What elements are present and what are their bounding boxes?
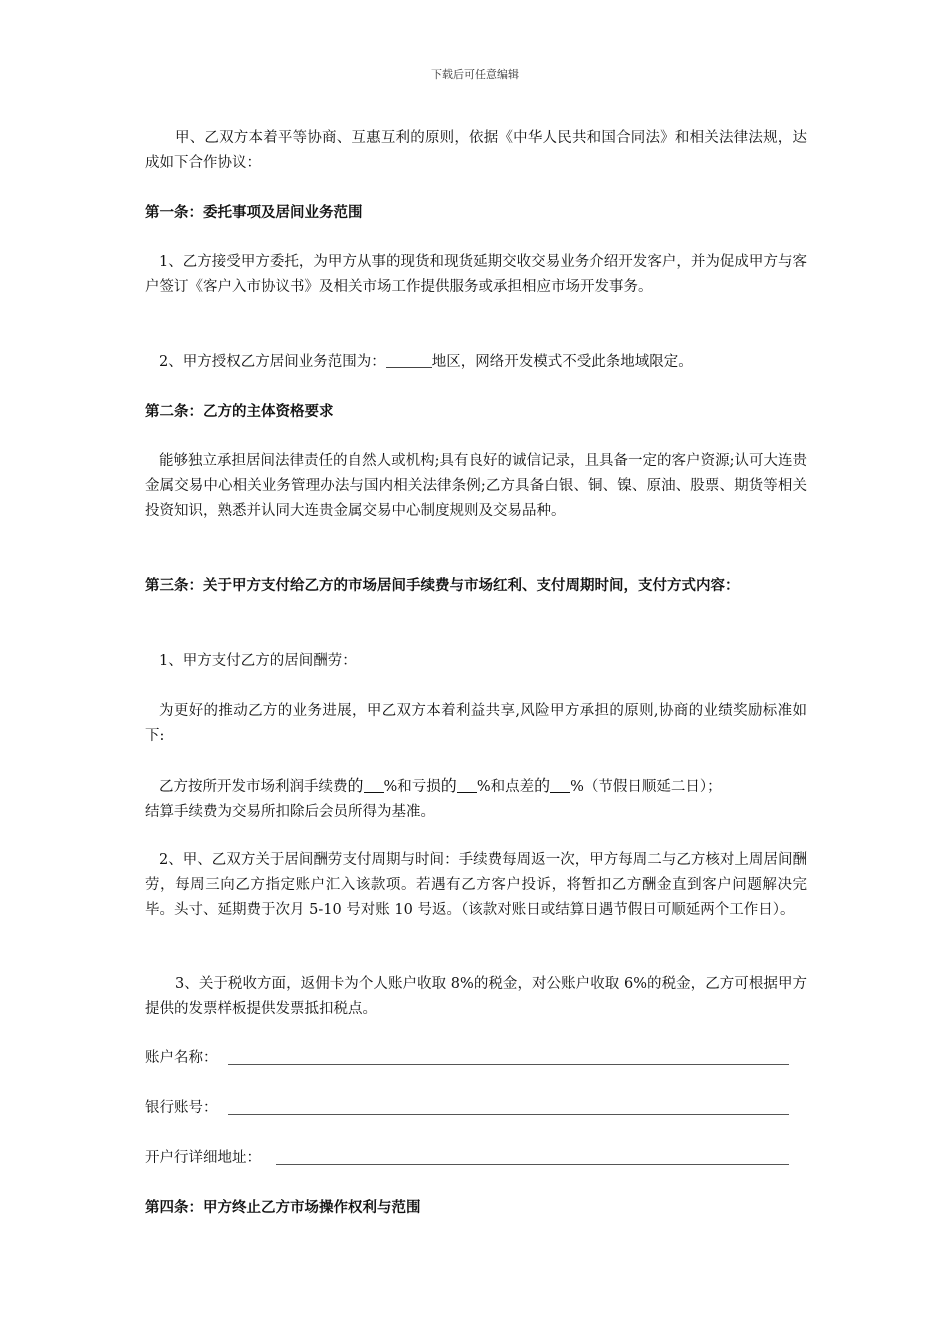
fee-rate-1: %和亏损 xyxy=(383,779,441,795)
article-2-paragraph: 能够独立承担居间法律责任的自然人或机构;具有良好的诚信记录，且具备一定的客户资源;认可大连贵金属交易中心相关业务管理办法与国内相关法律条例;乙方具备白银、铜、镍、原油、股票、期货等相关投资知识，熟悉并认同大连贵金属交易中心制度规则及交易品种。 xyxy=(145,453,807,519)
article-1-clause-1: 1、乙方接受甲方委托，为甲方从事的现货和现货延期交收交易业务介绍开发客户，并为促成甲方与客户签订《客户入市协议书》及相关市场工作提供服务或承担相应市场开发事务。 xyxy=(145,254,807,295)
loss-percent-blank xyxy=(457,778,477,793)
spread-percent-blank xyxy=(550,778,570,793)
article-2-title: 第二条：乙方的主体资格要求 xyxy=(145,404,334,420)
article-3-paragraph-2: 为更好的推动乙方的业务进展，甲乙双方本着利益共享,风险甲方承担的原则,协商的业绩奖励标准如下: xyxy=(145,703,807,744)
article-1-title: 第一条：委托事项及居间业务范围 xyxy=(145,205,363,221)
article-1-clause-2 xyxy=(145,350,807,375)
bank-account-line[interactable] xyxy=(228,1114,789,1115)
fee-rate-de-3: 的 xyxy=(534,776,551,795)
clause-2-prefix: 2、甲方授权乙方居间业务范围为： xyxy=(159,354,386,370)
fee-rates-basis: 结算手续费为交易所扣除后会员所得为基准。 xyxy=(145,804,435,820)
article-3-clause-2: 2、甲、乙双方关于居间酬劳支付周期与时间：手续费每周返一次，甲方每周二与乙方核对上周居间酬劳，每周三向乙方指定账户汇入该款项。若遇有乙方客户投诉，将暂扣乙方酬金直到客户问题解决完毕。头寸、延期费于次月 5-10 号对账 10 号返。（该款对账日或结算日遇节假日可顺延两个工作日）。 xyxy=(145,852,807,918)
intro-paragraph: 甲、乙双方本着平等协商、互惠互利的原则，依据《中华人民共和国合同法》和相关法律法规，达成如下合作协议： xyxy=(145,130,807,171)
bank-account-label: 银行账号： xyxy=(145,1100,218,1116)
clause-2-suffix: 地区，网络开发模式不受此条地域限定。 xyxy=(431,354,693,370)
profit-percent-blank xyxy=(364,778,384,793)
article-3-clause-1: 1、甲方支付乙方的居间酬劳： xyxy=(159,653,357,669)
bank-address-line[interactable] xyxy=(276,1164,789,1165)
article-3-clause-3: 3、关于税收方面，返佣卡为个人账户收取 8%的税金，对公账户收取 6%的税金，乙方可根据甲方提供的发票样板提供发票抵扣税点。 xyxy=(145,976,807,1017)
article-3-title: 第三条：关于甲方支付给乙方的市场居间手续费与市场红利、支付周期时间，支付方式内容： xyxy=(145,578,740,594)
bank-address-label: 开户行详细地址： xyxy=(145,1150,261,1166)
fee-rate-2: %和点差 xyxy=(476,779,535,795)
article-3-fee-rates xyxy=(145,773,807,825)
region-blank xyxy=(386,353,432,368)
fee-rate-de-2: 的 xyxy=(440,776,457,795)
fee-rates-intro: 乙方按所开发市场利润手续费 xyxy=(159,779,348,795)
header-note: 下载后可任意编辑 xyxy=(431,68,519,81)
account-name-line[interactable] xyxy=(228,1064,789,1065)
fee-rate-de-1: 的 xyxy=(347,776,364,795)
article-4-title: 第四条：甲方终止乙方市场操作权利与范围 xyxy=(145,1200,421,1216)
fee-rate-3: %（节假日顺延二日）； xyxy=(570,779,722,795)
account-name-label: 账户名称： xyxy=(145,1050,218,1066)
